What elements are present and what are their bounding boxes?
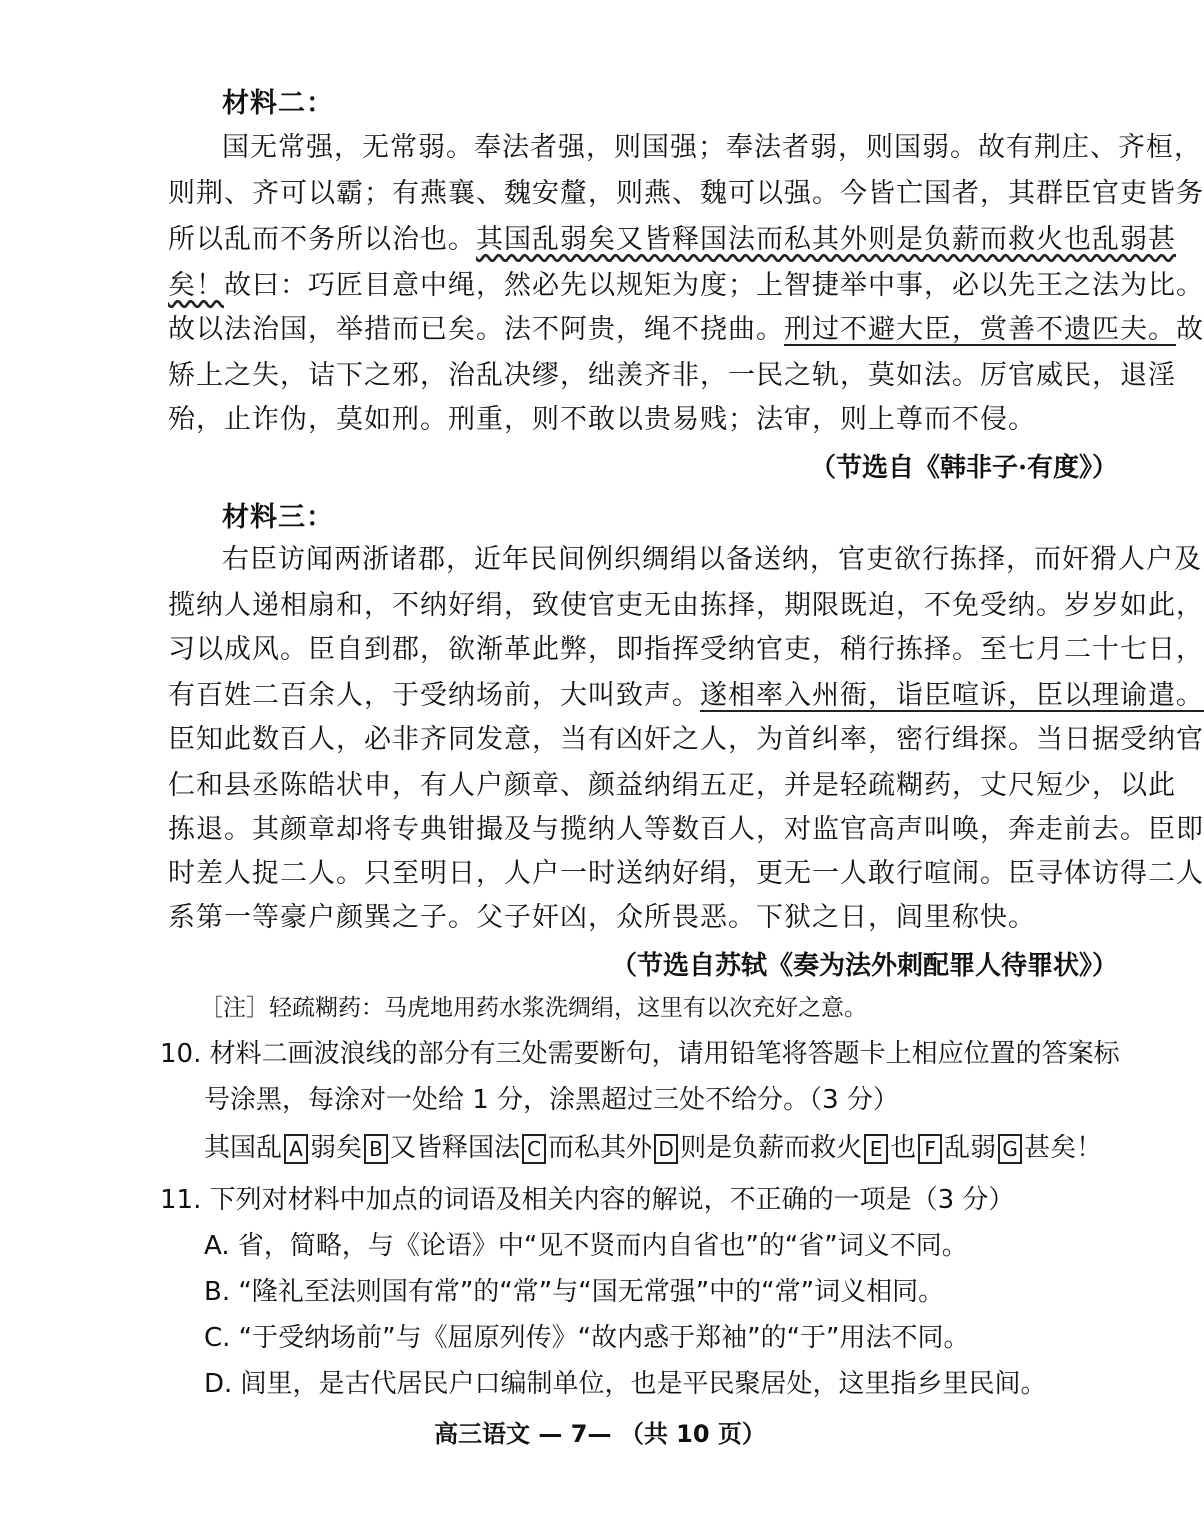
break-box-b[interactable]: B [364,1134,388,1164]
material3-line-1: 右臣访闻两浙诸郡，近年民间例织绸绢以备送纳，官吏欲行拣择，而奸猾人户及 [222,544,1202,575]
wavy-passage-part2: 矣！ [168,270,224,301]
material2-line-3-text: 所以乱而不务所以治也。 [168,224,476,255]
material3-line-8: 时差人捉二人。只至明日，人户一时送纳好绢，更无一人敢行喧闹。臣寻体访得二人 [168,858,1204,889]
question-10-stem-2: 号涂黑，每涂对一处给 1 分，涂黑超过三处不给分。（3 分） [204,1085,899,1115]
material3-line-4 [168,674,1204,718]
question-11-line [160,1178,1014,1222]
material3-line-4-a: 有百姓二百余人，于受纳场前，大叫致声。 [168,680,700,711]
material2-line-7: 殆，止诈伪，莫如刑。刑重，则不敢以贵易贱；法审，则上尊而不侵。 [168,404,1036,435]
material3-heading: 材料三： [222,502,334,533]
break-box-g[interactable]: G [998,1134,1022,1164]
segment: 也 [890,1133,917,1163]
sentence-break-row [204,1126,1102,1170]
material3-line-2: 揽纳人递相扇和，不纳好绢，致使官吏无由拣择，期限既迫，不免受纳。岁岁如此， [168,590,1204,621]
option-a[interactable]: A. 省，简略，与《论语》中“见不贤而内自省也”的“省”词义不同。 [204,1231,968,1261]
break-box-f[interactable]: F [918,1134,942,1164]
break-box-c[interactable]: C [522,1134,546,1164]
wavy-passage-part1: 其国乱弱矣又皆释国法而私其外则是负薪而救火也乱弱甚 [476,224,1176,255]
material2-line-5-a: 故以法治国，举措而已矣。法不阿贵，绳不挠曲。 [168,314,784,345]
material3-line-5: 臣知此数百人，必非齐同发意，当有凶奸之人，为首纠率，密行缉探。当日据受纳官 [168,724,1204,755]
material3-line-3: 习以成风。臣自到郡，欲渐革此弊，即指挥受纳官吏，稍行拣择。至七月二十七日， [168,634,1204,665]
page-footer: 高三语文 — 7— （共 10 页） [434,1420,766,1448]
option-b[interactable]: B. “隆礼至法则国有常”的“常”与“国无常强”中的“常”词义相同。 [204,1277,945,1307]
material2-line-5-b: 故 [1176,314,1204,345]
option-c[interactable]: C. “于受纳场前”与《屈原列传》“故内惑于郑袖”的“于”用法不同。 [204,1323,970,1353]
break-box-d[interactable]: D [654,1134,678,1164]
material2-source: （节选自《韩非子·有度》） [809,453,1118,483]
question-10-number: 10. [160,1039,202,1069]
question-10-line-1 [160,1032,1120,1076]
material2-line-4-text: 故曰：巧匠目意中绳，然必先以规矩为度；上智捷举中事，必以先王之法为比。 [224,270,1204,301]
break-box-a[interactable]: A [284,1134,308,1164]
option-d[interactable]: D. 闾里，是古代居民户口编制单位，也是平民聚居处，这里指乡里民间。 [204,1369,1047,1399]
question-10-stem-1: 材料二画波浪线的部分有三处需要断句，请用铅笔将答题卡上相应位置的答案标 [209,1039,1120,1069]
segment: 甚矣！ [1024,1133,1103,1163]
material2-line-3 [168,218,1176,262]
material3-line-6: 仁和县丞陈皓状申，有人户颜章、颜益纳绢五疋，并是轻疏糊药，丈尺短少，以此 [168,770,1176,801]
material2-line-5 [168,308,1204,352]
material3-source: （节选自苏轼《奏为法外刺配罪人待罪状》） [610,951,1118,981]
material3-line-9: 系第一等豪户颜巽之子。父子奸凶，众所畏恶。下狱之日，闾里称快。 [168,902,1036,933]
segment: 弱矣 [310,1133,363,1163]
segment: 则是负薪而救火 [680,1133,863,1163]
material2-line-1: 国无常强，无常弱。奉法者强，则国强；奉法者弱，则国弱。故有荆庄、齐桓， [222,132,1202,163]
underlined-sentence-1: 刑过不避大臣，赏善不遗匹夫。 [784,314,1176,345]
material2-line-2: 则荆、齐可以霸；有燕襄、魏安釐，则燕、魏可以强。今皆亡国者，其群臣官吏皆务 [168,178,1204,209]
segment: 又皆释国法 [390,1133,521,1163]
underlined-sentence-2: 遂相率入州衙，诣臣喧诉，臣以理谕遣。 [700,680,1204,711]
break-box-e[interactable]: E [864,1134,888,1164]
segment: 乱弱 [944,1133,997,1163]
question-11-stem: 下列对材料中加点的词语及相关内容的解说，不正确的一项是（3 分） [209,1185,1015,1215]
material2-line-6: 矫上之失，诘下之邪，治乱决缪，绌羡齐非，一民之轨，莫如法。厉官威民，退淫 [168,360,1176,391]
question-11-number: 11. [160,1185,202,1215]
material2-heading: 材料二： [222,88,334,119]
material2-line-4 [168,264,1204,308]
segment: 其国乱 [204,1133,283,1163]
segment: 而私其外 [548,1133,653,1163]
annotation-note: ［注］轻疏糊药：马虎地用药水浆洗绸绢，这里有以次充好之意。 [200,995,867,1021]
material3-line-7: 拣退。其颜章却将专典钳撮及与揽纳人等数百人，对监官高声叫唤，奔走前去。臣即 [168,814,1204,845]
